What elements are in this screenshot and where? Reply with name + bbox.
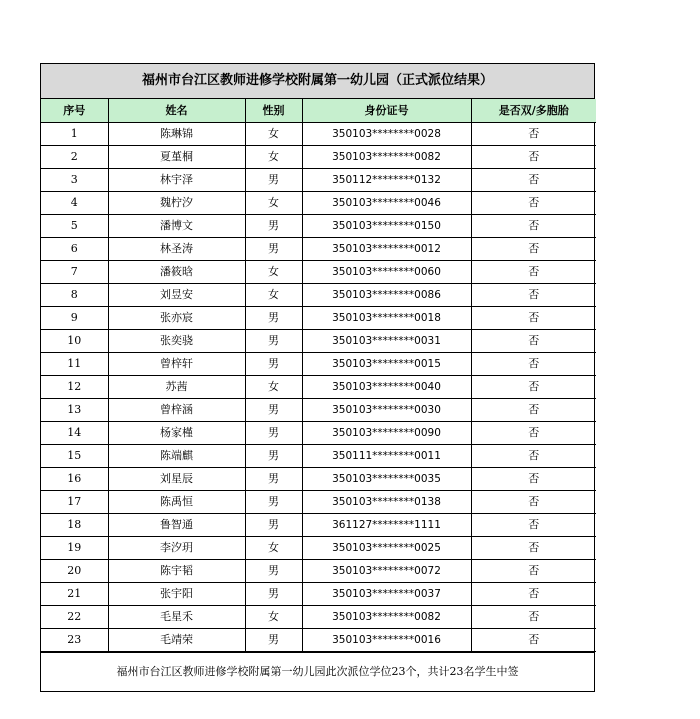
cell-id-number: 350103********0030 (302, 399, 471, 422)
cell-name: 张亦宸 (108, 307, 245, 330)
cell-sex: 男 (245, 560, 302, 583)
header-sex: 性别 (245, 99, 302, 123)
header-id: 身份证号 (302, 99, 471, 123)
cell-no: 9 (41, 307, 108, 330)
cell-sex: 女 (245, 261, 302, 284)
result-table (41, 99, 596, 652)
table-row (41, 376, 596, 399)
cell-name: 夏堇桐 (108, 146, 245, 169)
cell-no: 12 (41, 376, 108, 399)
cell-sex: 男 (245, 514, 302, 537)
table-row (41, 468, 596, 491)
table-row (41, 537, 596, 560)
cell-id-number: 350103********0012 (302, 238, 471, 261)
cell-name: 潘筱晗 (108, 261, 245, 284)
cell-sex: 女 (245, 146, 302, 169)
table-row (41, 192, 596, 215)
cell-no: 15 (41, 445, 108, 468)
table-row (41, 445, 596, 468)
cell-twin: 否 (471, 330, 596, 353)
cell-no: 3 (41, 169, 108, 192)
cell-name: 陈端麒 (108, 445, 245, 468)
sheet-title: 福州市台江区教师进修学校附属第一幼儿园（正式派位结果） (41, 64, 594, 99)
cell-id-number: 350103********0015 (302, 353, 471, 376)
cell-twin: 否 (471, 629, 596, 652)
cell-sex: 男 (245, 307, 302, 330)
cell-twin: 否 (471, 146, 596, 169)
table-row (41, 353, 596, 376)
cell-id-number: 350103********0060 (302, 261, 471, 284)
cell-twin: 否 (471, 376, 596, 399)
cell-sex: 女 (245, 376, 302, 399)
cell-no: 10 (41, 330, 108, 353)
cell-sex: 女 (245, 123, 302, 146)
cell-twin: 否 (471, 215, 596, 238)
table-row (41, 238, 596, 261)
cell-name: 苏茜 (108, 376, 245, 399)
cell-name: 曾梓轩 (108, 353, 245, 376)
cell-id-number: 350103********0031 (302, 330, 471, 353)
cell-name: 鲁智通 (108, 514, 245, 537)
cell-id-number: 350103********0028 (302, 123, 471, 146)
cell-name: 陈琳锦 (108, 123, 245, 146)
cell-twin: 否 (471, 353, 596, 376)
cell-no: 5 (41, 215, 108, 238)
cell-sex: 男 (245, 583, 302, 606)
cell-no: 21 (41, 583, 108, 606)
cell-twin: 否 (471, 307, 596, 330)
cell-sex: 男 (245, 445, 302, 468)
cell-twin: 否 (471, 583, 596, 606)
cell-id-number: 350103********0025 (302, 537, 471, 560)
table-header-row (41, 99, 596, 123)
table-row (41, 583, 596, 606)
table-row (41, 606, 596, 629)
cell-no: 18 (41, 514, 108, 537)
cell-sex: 男 (245, 330, 302, 353)
cell-no: 8 (41, 284, 108, 307)
cell-sex: 男 (245, 422, 302, 445)
cell-sex: 女 (245, 192, 302, 215)
cell-name: 潘博文 (108, 215, 245, 238)
cell-twin: 否 (471, 261, 596, 284)
cell-twin: 否 (471, 606, 596, 629)
cell-no: 16 (41, 468, 108, 491)
cell-id-number: 361127********1111 (302, 514, 471, 537)
cell-twin: 否 (471, 560, 596, 583)
table-row (41, 261, 596, 284)
cell-id-number: 350103********0072 (302, 560, 471, 583)
summary-note: 福州市台江区教师进修学校附属第一幼儿园此次派位学位23个，共计23名学生中签 (41, 652, 594, 691)
table-row (41, 422, 596, 445)
table-row (41, 146, 596, 169)
cell-id-number: 350112********0132 (302, 169, 471, 192)
cell-twin: 否 (471, 422, 596, 445)
cell-id-number: 350103********0046 (302, 192, 471, 215)
cell-id-number: 350103********0086 (302, 284, 471, 307)
cell-no: 6 (41, 238, 108, 261)
cell-name: 刘星辰 (108, 468, 245, 491)
cell-no: 20 (41, 560, 108, 583)
table-row (41, 215, 596, 238)
cell-name: 毛靖荣 (108, 629, 245, 652)
cell-name: 陈宇韬 (108, 560, 245, 583)
cell-sex: 男 (245, 491, 302, 514)
cell-name: 曾梓涵 (108, 399, 245, 422)
table-row (41, 330, 596, 353)
table-row (41, 629, 596, 652)
table-row (41, 307, 596, 330)
cell-no: 23 (41, 629, 108, 652)
cell-twin: 否 (471, 445, 596, 468)
cell-name: 刘昱安 (108, 284, 245, 307)
cell-no: 1 (41, 123, 108, 146)
cell-sex: 女 (245, 606, 302, 629)
cell-name: 杨家槿 (108, 422, 245, 445)
cell-twin: 否 (471, 491, 596, 514)
cell-sex: 男 (245, 629, 302, 652)
table-body (41, 123, 596, 652)
cell-id-number: 350103********0035 (302, 468, 471, 491)
cell-no: 7 (41, 261, 108, 284)
cell-id-number: 350103********0018 (302, 307, 471, 330)
cell-sex: 男 (245, 238, 302, 261)
cell-no: 17 (41, 491, 108, 514)
cell-id-number: 350103********0037 (302, 583, 471, 606)
table-row (41, 123, 596, 146)
cell-name: 魏柠汐 (108, 192, 245, 215)
cell-id-number: 350103********0150 (302, 215, 471, 238)
cell-name: 张宇阳 (108, 583, 245, 606)
cell-sex: 女 (245, 284, 302, 307)
cell-no: 4 (41, 192, 108, 215)
table-row (41, 399, 596, 422)
cell-twin: 否 (471, 192, 596, 215)
cell-name: 李汐玥 (108, 537, 245, 560)
table-row (41, 284, 596, 307)
header-name: 姓名 (108, 99, 245, 123)
cell-no: 14 (41, 422, 108, 445)
cell-no: 13 (41, 399, 108, 422)
cell-name: 张奕骁 (108, 330, 245, 353)
cell-id-number: 350103********0090 (302, 422, 471, 445)
cell-id-number: 350111********0011 (302, 445, 471, 468)
cell-name: 陈禹恒 (108, 491, 245, 514)
cell-sex: 女 (245, 537, 302, 560)
cell-sex: 男 (245, 468, 302, 491)
cell-name: 林宇泽 (108, 169, 245, 192)
cell-sex: 男 (245, 353, 302, 376)
table-row (41, 169, 596, 192)
header-no: 序号 (41, 99, 108, 123)
cell-no: 11 (41, 353, 108, 376)
header-twin: 是否双/多胞胎 (471, 99, 596, 123)
cell-id-number: 350103********0138 (302, 491, 471, 514)
cell-twin: 否 (471, 238, 596, 261)
table-row (41, 491, 596, 514)
cell-twin: 否 (471, 399, 596, 422)
allocation-result-sheet (40, 63, 595, 692)
cell-no: 22 (41, 606, 108, 629)
cell-sex: 男 (245, 169, 302, 192)
cell-id-number: 350103********0082 (302, 146, 471, 169)
cell-twin: 否 (471, 537, 596, 560)
cell-sex: 男 (245, 399, 302, 422)
cell-name: 毛星禾 (108, 606, 245, 629)
cell-id-number: 350103********0040 (302, 376, 471, 399)
cell-no: 19 (41, 537, 108, 560)
table-row (41, 514, 596, 537)
cell-twin: 否 (471, 123, 596, 146)
cell-sex: 男 (245, 215, 302, 238)
cell-twin: 否 (471, 284, 596, 307)
cell-twin: 否 (471, 514, 596, 537)
cell-name: 林圣涛 (108, 238, 245, 261)
cell-twin: 否 (471, 169, 596, 192)
cell-twin: 否 (471, 468, 596, 491)
cell-id-number: 350103********0082 (302, 606, 471, 629)
table-row (41, 560, 596, 583)
cell-no: 2 (41, 146, 108, 169)
cell-id-number: 350103********0016 (302, 629, 471, 652)
